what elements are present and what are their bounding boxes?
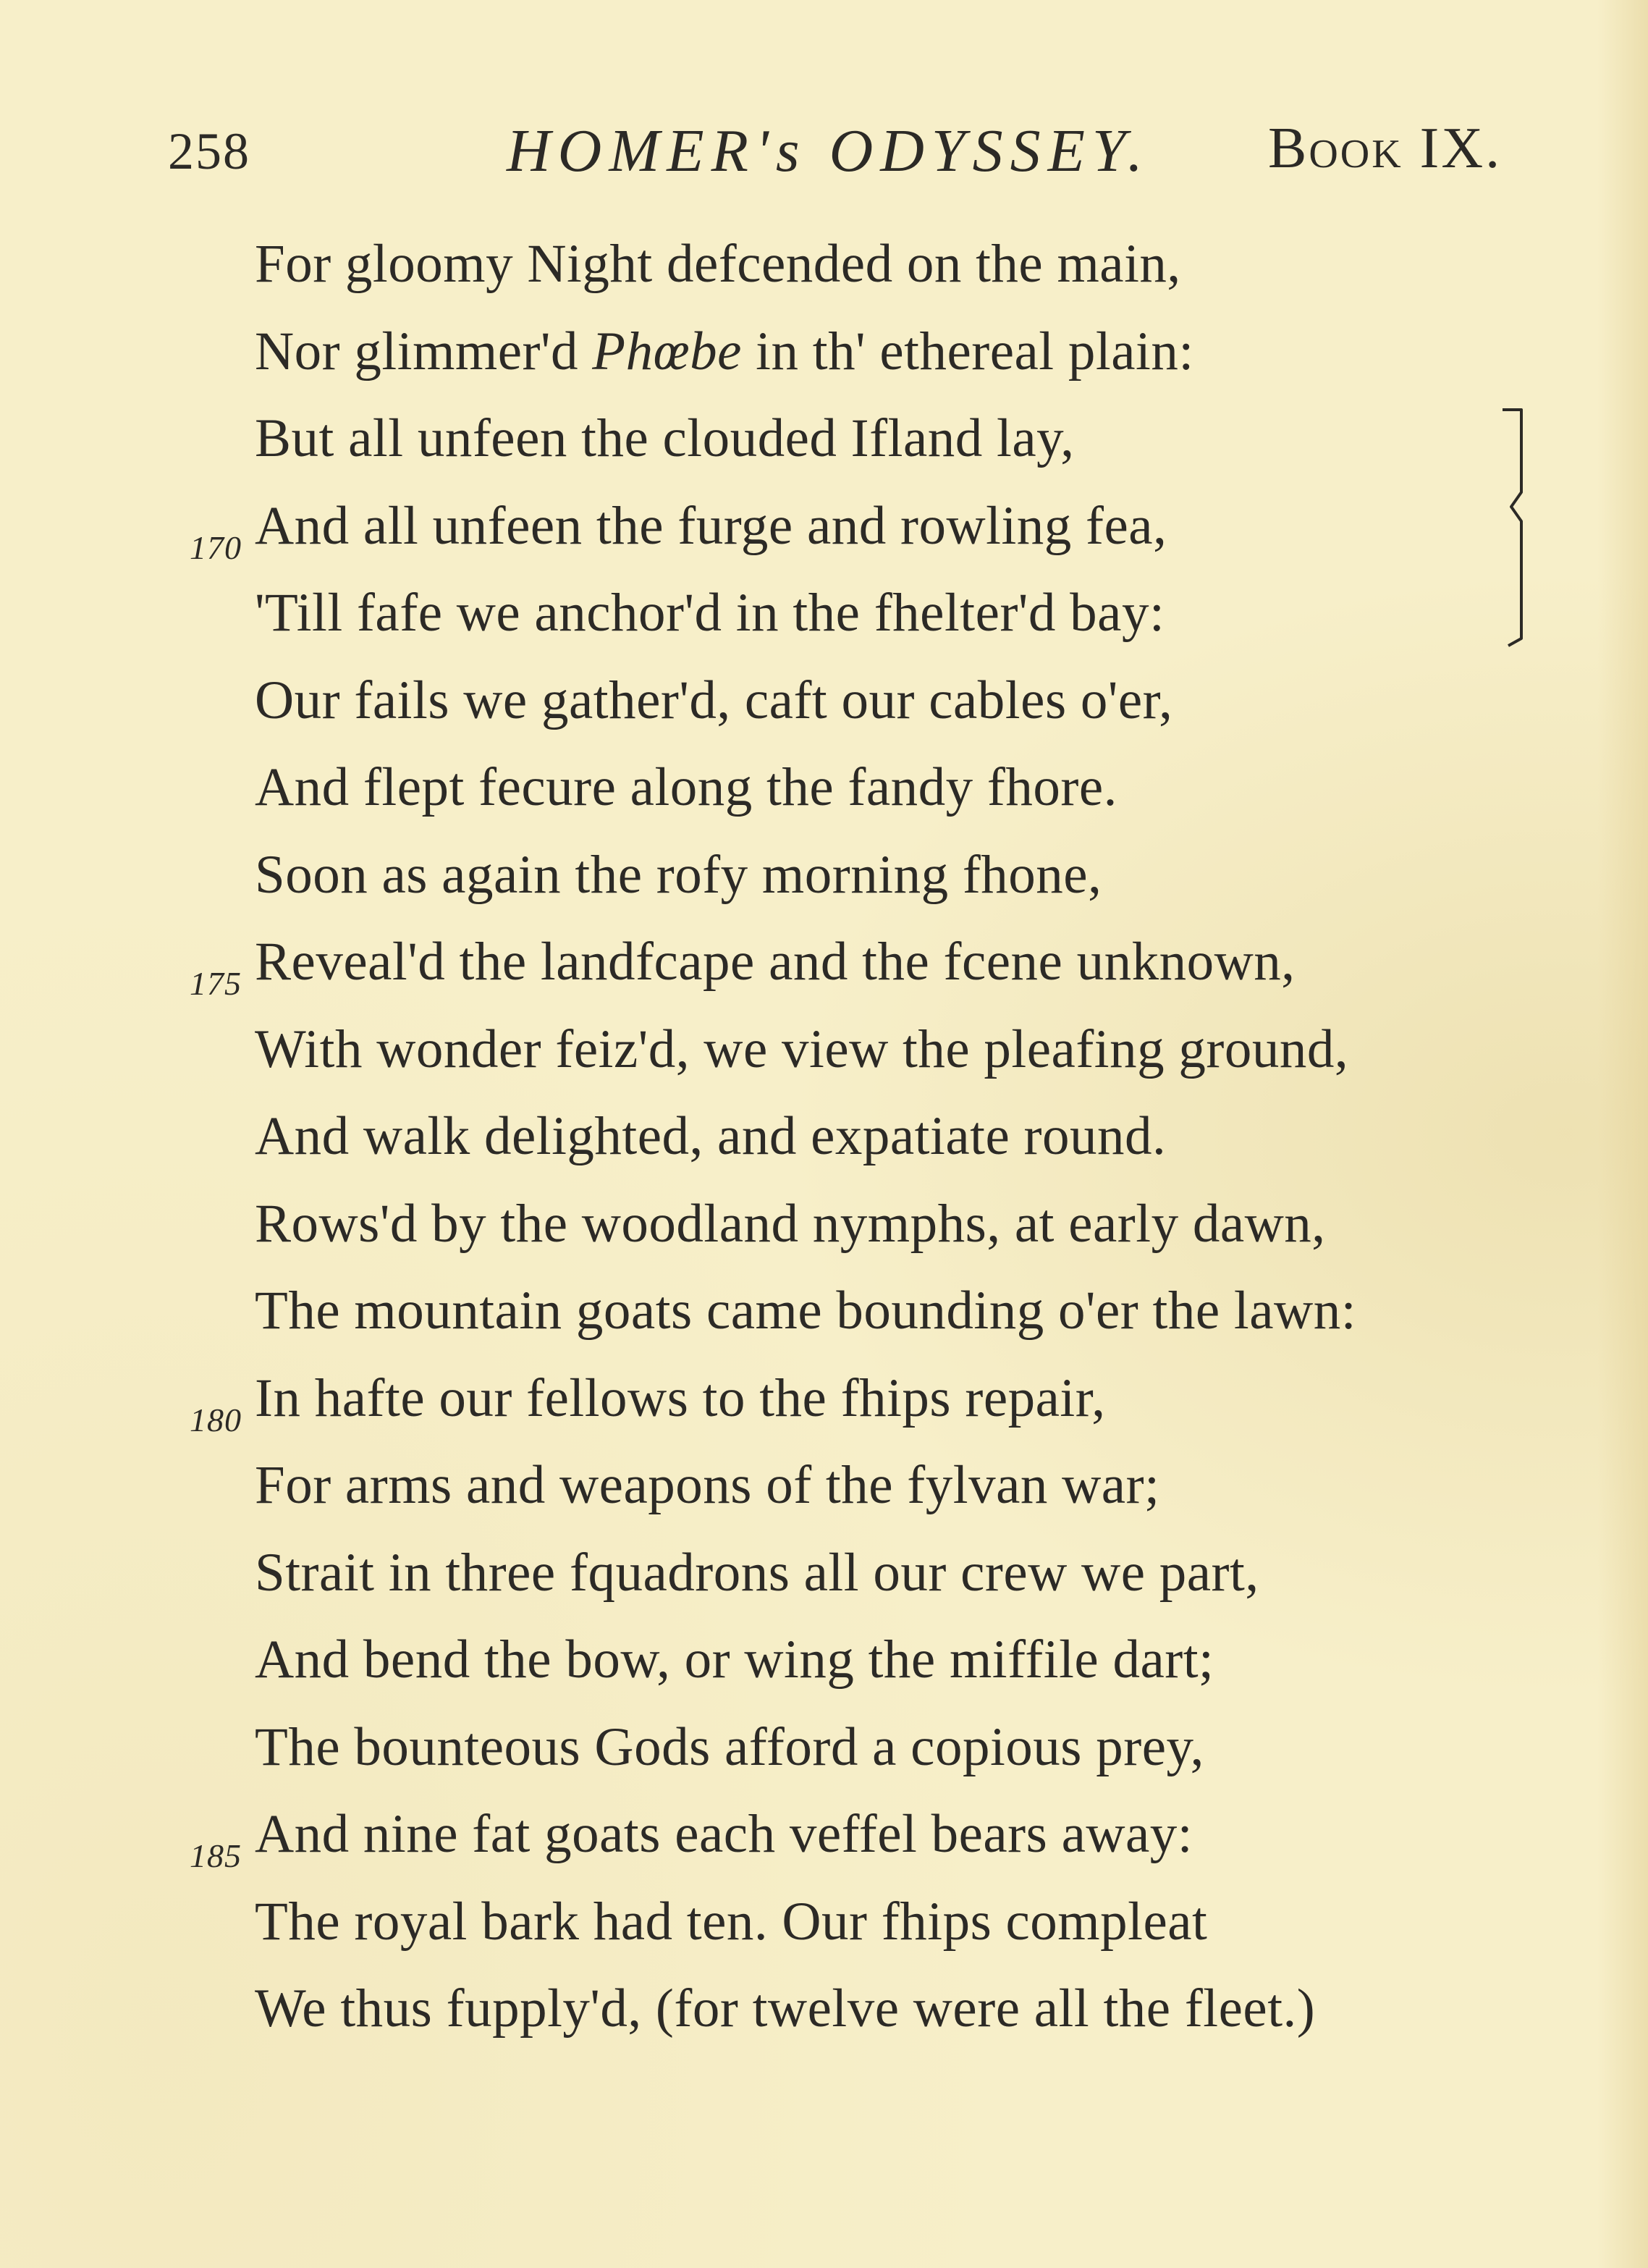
- verse-segment: Rows'd by the woodland nymphs, at early dawn,: [255, 1193, 1326, 1254]
- verse-text: [255, 490, 1167, 562]
- verse-segment: And flept fecure along the fandy fhore.: [255, 757, 1117, 817]
- verse-segment: The royal bark had ten. Our fhips compleat: [255, 1891, 1208, 1952]
- verse-text: [255, 751, 1117, 824]
- verse-segment: Our fails we gather'd, caft our cables o'er,: [255, 670, 1173, 730]
- verse-segment: We thus fupply'd, (for twelve were all the fleet.): [255, 1978, 1316, 2039]
- triplet-brace: [1489, 405, 1533, 652]
- verse-text: [255, 1537, 1259, 1609]
- verse-segment: With wonder feiz'd, we view the pleafing ground,: [255, 1019, 1349, 1079]
- verse-text: [255, 839, 1102, 911]
- verse-text: [255, 1362, 1105, 1435]
- verse-text: [255, 1188, 1326, 1260]
- verse-text: [255, 228, 1181, 300]
- verse-segment: Strait in three fquadrons all our crew we part,: [255, 1542, 1259, 1603]
- verse-text: [255, 1798, 1193, 1871]
- page-number: 258: [168, 122, 250, 180]
- verse-text: [255, 1100, 1166, 1173]
- verse-segment: For arms and weapons of the fylvan war;: [255, 1455, 1160, 1515]
- verse-segment: And bend the bow, or wing the miffile dart;: [255, 1630, 1214, 1690]
- verse-segment: For gloomy Night defcended on the main,: [255, 234, 1181, 294]
- line-number: 185: [190, 1837, 242, 1874]
- verse-segment: Soon as again the rofy morning fhone,: [255, 844, 1102, 905]
- verse-text: [255, 402, 1075, 475]
- verse-segment: The bounteous Gods afford a copious prey,: [255, 1716, 1204, 1777]
- book-label: Book IX.: [1268, 117, 1503, 180]
- verse-segment: And all unfeen the furge and rowling fea,: [255, 495, 1167, 556]
- verse-text: [255, 1275, 1356, 1347]
- verse-text: [255, 1449, 1159, 1522]
- verse-segment: The mountain goats came bounding o'er the lawn:: [255, 1281, 1357, 1341]
- verse-text: [255, 1711, 1204, 1784]
- line-number: 170: [190, 528, 242, 566]
- line-number: 180: [190, 1401, 242, 1438]
- verse-text: [255, 1973, 1315, 2045]
- verse-text: [255, 1013, 1348, 1086]
- verse-segment: Reveal'd the landfcape and the fcene unknown,: [255, 932, 1296, 992]
- verse-segment: Nor glimmer'd: [255, 321, 593, 381]
- verse-segment: And nine fat goats each veffel bears away:: [255, 1804, 1193, 1864]
- verse-segment: And walk delighted, and expatiate round.: [255, 1106, 1167, 1166]
- verse-text: [255, 926, 1296, 998]
- verse-text: [255, 1624, 1214, 1696]
- verse-text: [255, 316, 1194, 388]
- verse-segment: In hafte our fellows to the fhips repair,: [255, 1367, 1106, 1428]
- verse-text: [255, 665, 1172, 737]
- verse-segment: 'Till fafe we anchor'd in the fhelter'd bay:: [255, 583, 1165, 643]
- running-title: HOMER's ODYSSEY.: [507, 117, 1150, 185]
- verse-segment: in th' ethereal plain:: [741, 321, 1194, 381]
- verse-segment: But all unfeen the clouded Ifland lay,: [255, 408, 1075, 468]
- italic-name: Phœbe: [592, 321, 742, 381]
- line-number: 175: [190, 965, 242, 1002]
- verse-text: [255, 577, 1165, 649]
- verse-text: [255, 1886, 1207, 1958]
